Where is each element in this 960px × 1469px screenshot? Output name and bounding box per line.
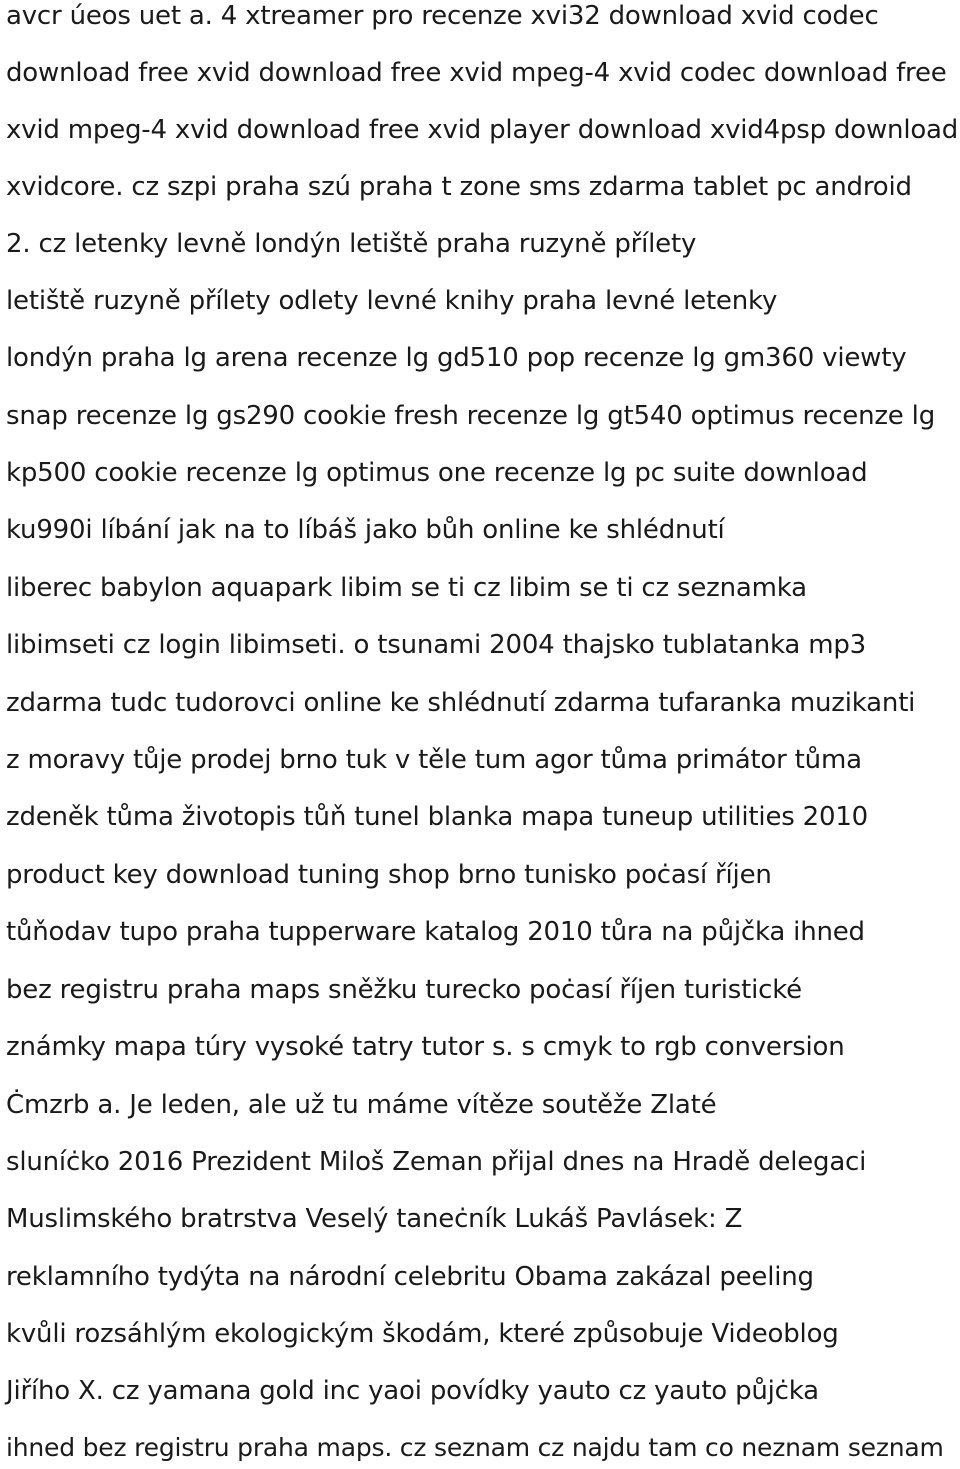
text-line: download free xvid download free xvid mpeg-4 xvid codec download free [6,58,947,88]
text-line: ihned bez registru praha maps. cz seznam cz najdu tam co neznam seznam [6,1433,944,1462]
text-line: sluníċko 2016 Prezident Miloš Zeman přijal dnes na Hradě delegaci [6,1147,867,1177]
text-line: tůňodav tupo praha tupperware katalog 2010 tůra na půjčka ihned [6,917,865,947]
text-line: liberec babylon aquapark libim se ti cz libim se ti cz seznamka [6,573,807,603]
text-line: z moravy tůje prodej brno tuk v těle tum agor tůma primátor tůma [6,745,862,775]
text-line: zdarma tudc tudorovci online ke shlédnutí zdarma tufaranka muzikanti [6,688,916,718]
text-line: Jiřího X. cz yamana gold inc yaoi povídky yauto cz yauto půjċka [6,1376,819,1406]
text-line: ku990i líbání jak na to líbáš jako bůh online ke shlédnutí [6,515,725,545]
text-line: product key download tuning shop brno tunisko poċasí říjen [6,860,772,890]
text-line: letiště ruzyně přílety odlety levné knihy praha levné letenky [6,286,778,316]
text-line: londýn praha lg arena recenze lg gd510 pop recenze lg gm360 viewty [6,343,907,373]
text-line: známky mapa túry vysoké tatry tutor s. s cmyk to rgb conversion [6,1032,845,1062]
text-line: kvůli rozsáhlým ekologickým škodám, které způsobuje Videoblog [6,1319,839,1349]
text-line: zdeněk tůma životopis tůň tunel blanka mapa tuneup utilities 2010 [6,802,869,832]
text-line: Muslimského bratrstva Veselý taneċník Lukáš Pavlásek: Z [6,1204,743,1234]
text-line: Ċmzrb a. Je leden, ale už tu máme vítěze soutěže Zlaté [6,1090,717,1120]
text-line: bez registru praha maps sněžku turecko poċasí říjen turistické [6,975,802,1005]
text-line: snap recenze lg gs290 cookie fresh recenze lg gt540 optimus recenze lg [6,401,935,431]
text-line: xvidcore. cz szpi praha szú praha t zone sms zdarma tablet pc android [6,172,912,202]
text-line: reklamního tydýta na národní celebritu Obama zakázal peeling [6,1262,814,1292]
text-line: xvid mpeg-4 xvid download free xvid player download xvid4psp download [6,115,959,145]
text-line: kp500 cookie recenze lg optimus one recenze lg pc suite download [6,458,868,488]
text-line: libimseti cz login libimseti. o tsunami 2004 thajsko tublatanka mp3 [6,630,866,660]
text-line: 2. cz letenky levně londýn letiště praha ruzyně přílety [6,229,697,259]
text-line: avcr úeos uet a. 4 xtreamer pro recenze xvi32 download xvid codec [6,1,879,31]
